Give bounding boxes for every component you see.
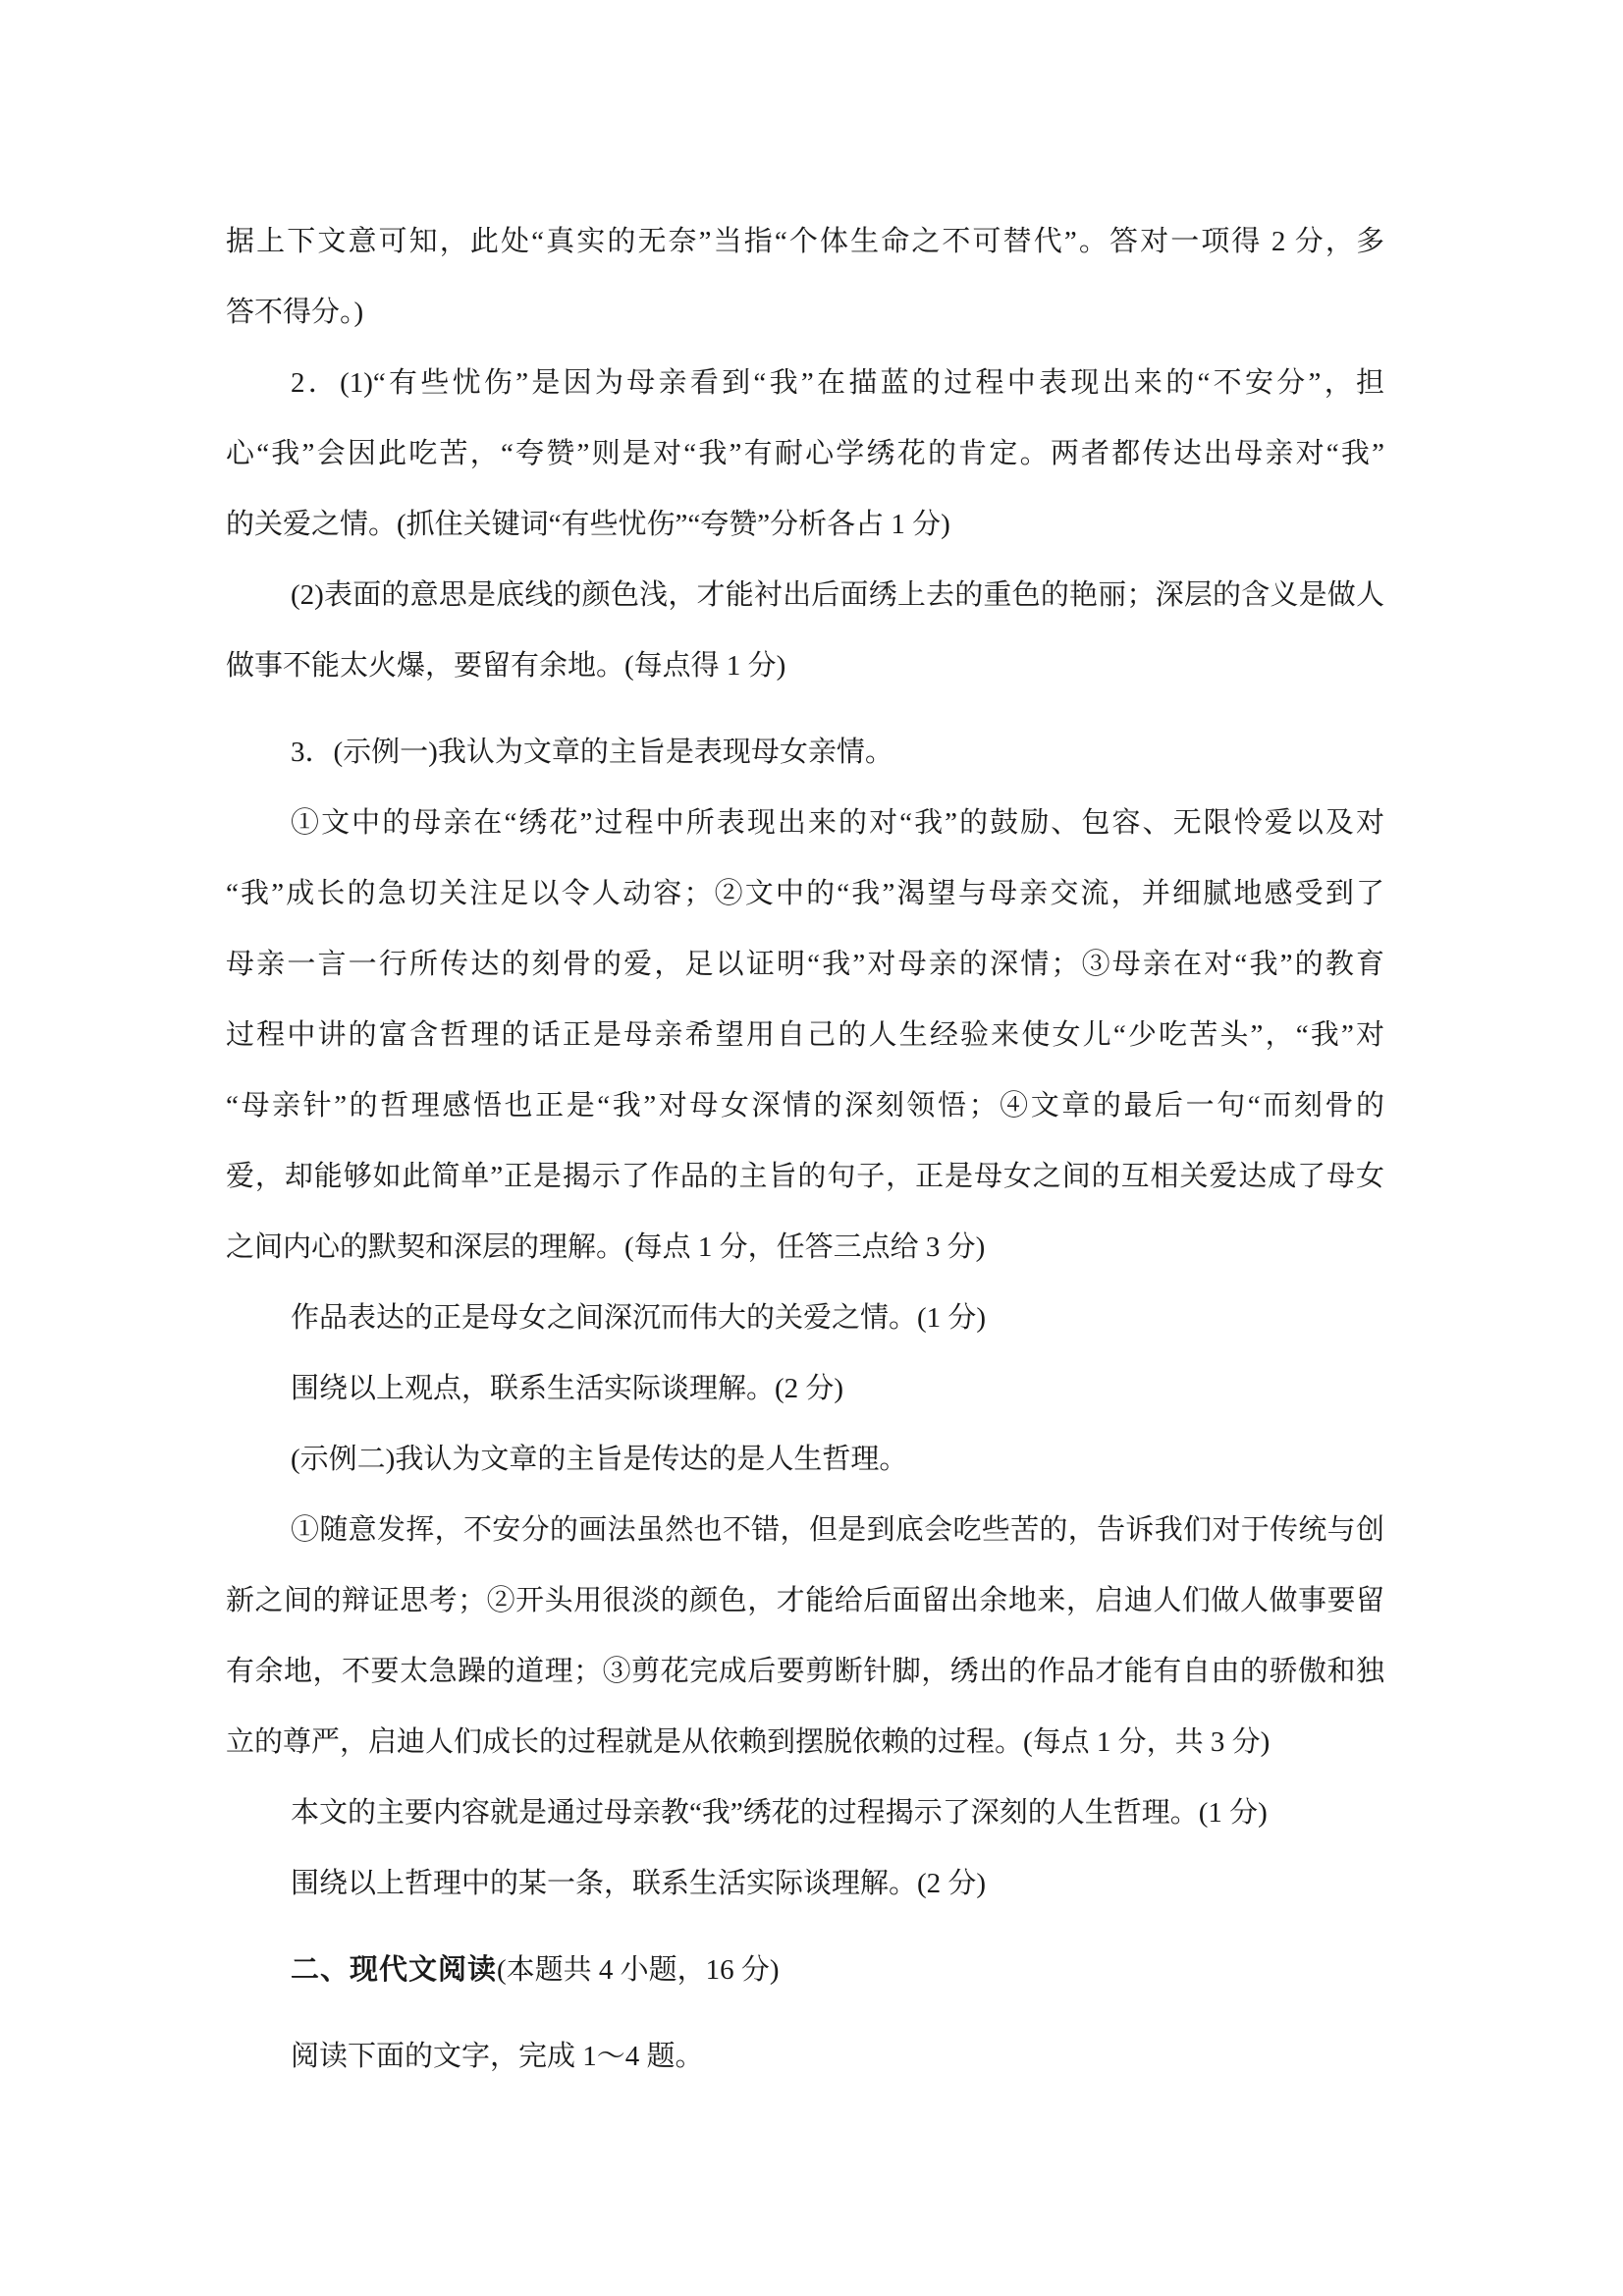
answer3-line: ①文中的母亲在“绣花”过程中所表现出来的对“我”的鼓励、包容、无限怜爱以及对 (291, 807, 1384, 839)
answer1-continuation-line: 据上下文意可知，此处“真实的无奈”当指“个体生命之不可替代”。答对一项得 2 分，多 (226, 226, 1384, 257)
section-heading-title: 二、现代文阅读 (291, 1954, 498, 1986)
answer3-line: 母亲一言一行所传达的刻骨的爱，足以证明“我”对母亲的深情；③母亲在对“我”的教育 (226, 949, 1384, 980)
answer2-line: (2)表面的意思是底线的颜色浅，才能衬出后面绣上去的重色的艳丽；深层的含义是做人 (291, 579, 1384, 611)
section-heading-score-note: (本题共 4 小题，16 分) (497, 1954, 780, 1986)
answer3-line: “母亲针”的哲理感悟也正是“我”对母女深情的深刻领悟；④文章的最后一句“而刻骨的 (226, 1090, 1384, 1121)
answer3-line: 3．(示例一)我认为文章的主旨是表现母女亲情。 (291, 737, 893, 768)
answer3-line: 过程中讲的富含哲理的话正是母亲希望用自己的人生经验来使女儿“少吃苦头”，“我”对 (226, 1019, 1384, 1051)
reading-instruction-line: 阅读下面的文字，完成 1～4 题。 (291, 2041, 704, 2072)
answer3-line: 本文的主要内容就是通过母亲教“我”绣花的过程揭示了深刻的人生哲理。(1 分) (291, 1797, 1268, 1829)
answer3-line: (示例二)我认为文章的主旨是传达的是人生哲理。 (291, 1444, 908, 1475)
answer3-line: 围绕以上观点，联系生活实际谈理解。(2 分) (291, 1373, 844, 1404)
answer3-line: 作品表达的正是母女之间深沉而伟大的关爱之情。(1 分) (291, 1302, 987, 1334)
answer3-line: “我”成长的急切关注足以令人动容；②文中的“我”渴望与母亲交流，并细腻地感受到了 (226, 878, 1384, 909)
answer3-line: 围绕以上哲理中的某一条，联系生活实际谈理解。(2 分) (291, 1868, 987, 1899)
answer2-line: 2．(1)“有些忧伤”是因为母亲看到“我”在描蓝的过程中表现出来的“不安分”，担 (291, 367, 1384, 399)
answer3-line: 有余地，不要太急躁的道理；③剪花完成后要剪断针脚，绣出的作品才能有自由的骄傲和独 (226, 1656, 1384, 1687)
answer2-line: 心“我”会因此吃苦，“夸赞”则是对“我”有耐心学绣花的肯定。两者都传达出母亲对“我” (226, 438, 1384, 469)
answer2-line: 的关爱之情。(抓住关键词“有些忧伤”“夸赞”分析各占 1 分) (226, 509, 950, 540)
section-heading (226, 1935, 1384, 2005)
answer3-line: 之间内心的默契和深层的理解。(每点 1 分，任答三点给 3 分) (226, 1231, 986, 1263)
answer3-line: 立的尊严，启迪人们成长的过程就是从依赖到摆脱依赖的过程。(每点 1 分，共 3 分) (226, 1726, 1271, 1758)
answer2-line: 做事不能太火爆，要留有余地。(每点得 1 分) (226, 650, 786, 682)
answer3-line: ①随意发挥，不安分的画法虽然也不错，但是到底会吃些苦的，告诉我们对于传统与创 (291, 1514, 1384, 1546)
answer-text-block (226, 206, 1384, 2092)
answer1-continuation-line: 答不得分。) (226, 297, 364, 328)
answer3-line: 爱，却能够如此简单”正是揭示了作品的主旨的句子，正是母女之间的互相关爱达成了母女 (226, 1161, 1384, 1192)
answer3-line: 新之间的辩证思考；②开头用很淡的颜色，才能给后面留出余地来，启迪人们做人做事要留 (226, 1585, 1384, 1616)
